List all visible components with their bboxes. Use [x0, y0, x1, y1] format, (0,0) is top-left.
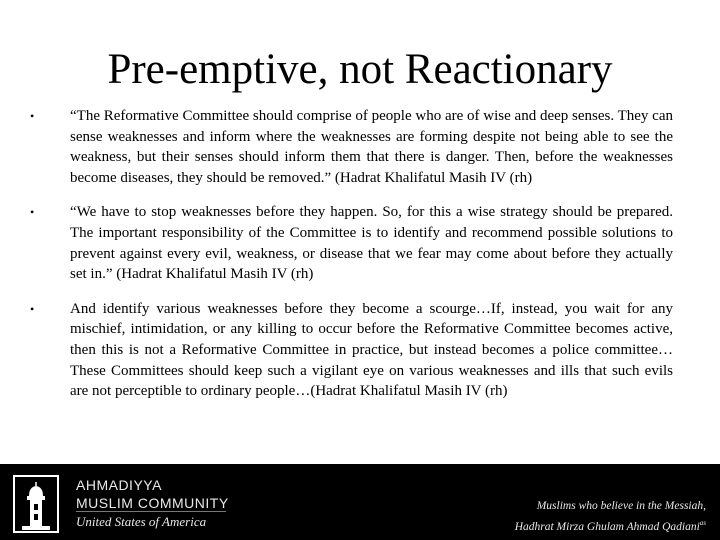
slide-title: Pre-emptive, not Reactionary	[107, 46, 613, 93]
bullet-marker: •	[30, 301, 35, 316]
minaret-icon	[12, 474, 60, 534]
org-country: United States of America	[76, 514, 207, 529]
tagline-line-2-text: Hadhrat Mirza Ghulam Ahmad Qadiani	[514, 520, 700, 533]
tagline-line-2	[515, 515, 706, 536]
tagline	[515, 498, 706, 536]
bullet-text: “The Reformative Committee should comprise of people who are of wise and deep senses. They can sense weaknesses and inform where the weaknesses are forming despite not being able to see the weakness, but their senses should inform them that there is danger. Then, before the weaknesses become diseases, they should be removed.” (Hadrat Khalifatul Masih IV (rh)	[70, 108, 673, 186]
tagline-line-1: Muslims who believe in the Messiah,	[536, 500, 706, 512]
bullet-marker: •	[30, 205, 35, 220]
bullet-list	[30, 106, 673, 416]
org-name	[76, 476, 229, 512]
tagline-superscript: as	[699, 519, 706, 527]
bullet-text: And identify various weaknesses before they become a scourge…If, instead, you wait for any mischief, intimidation, or any killing to occur before the Reformative Committee becomes active, then this is not a Reformative Committee in practice, but instead becomes a police committee…These Committees should keep such a vigilant eye on various weaknesses and ills that such evils are not perceptible to ordinary people…(Hadrat Khalifatul Masih IV (rh)	[70, 300, 673, 400]
bullet-item-2	[30, 202, 673, 284]
org-divider	[76, 511, 226, 512]
bullet-item-3	[30, 299, 673, 402]
org-name-line-1: AHMADIYYA	[76, 477, 162, 493]
bullet-text: “We have to stop weaknesses before they happen. So, for this a wise strategy should be prepared. The important responsibility of the Committee is to identify and recommend possible solutions to prevent against every evil, weakness, or disease that we fear may come about before they actually set in.” (Hadrat Khalifatul Masih IV (rh)	[70, 204, 673, 283]
bullet-marker: •	[30, 109, 35, 123]
bullet-item-1	[30, 106, 673, 188]
footer-banner	[0, 464, 720, 540]
org-name-line-2: MUSLIM COMMUNITY	[76, 495, 229, 511]
